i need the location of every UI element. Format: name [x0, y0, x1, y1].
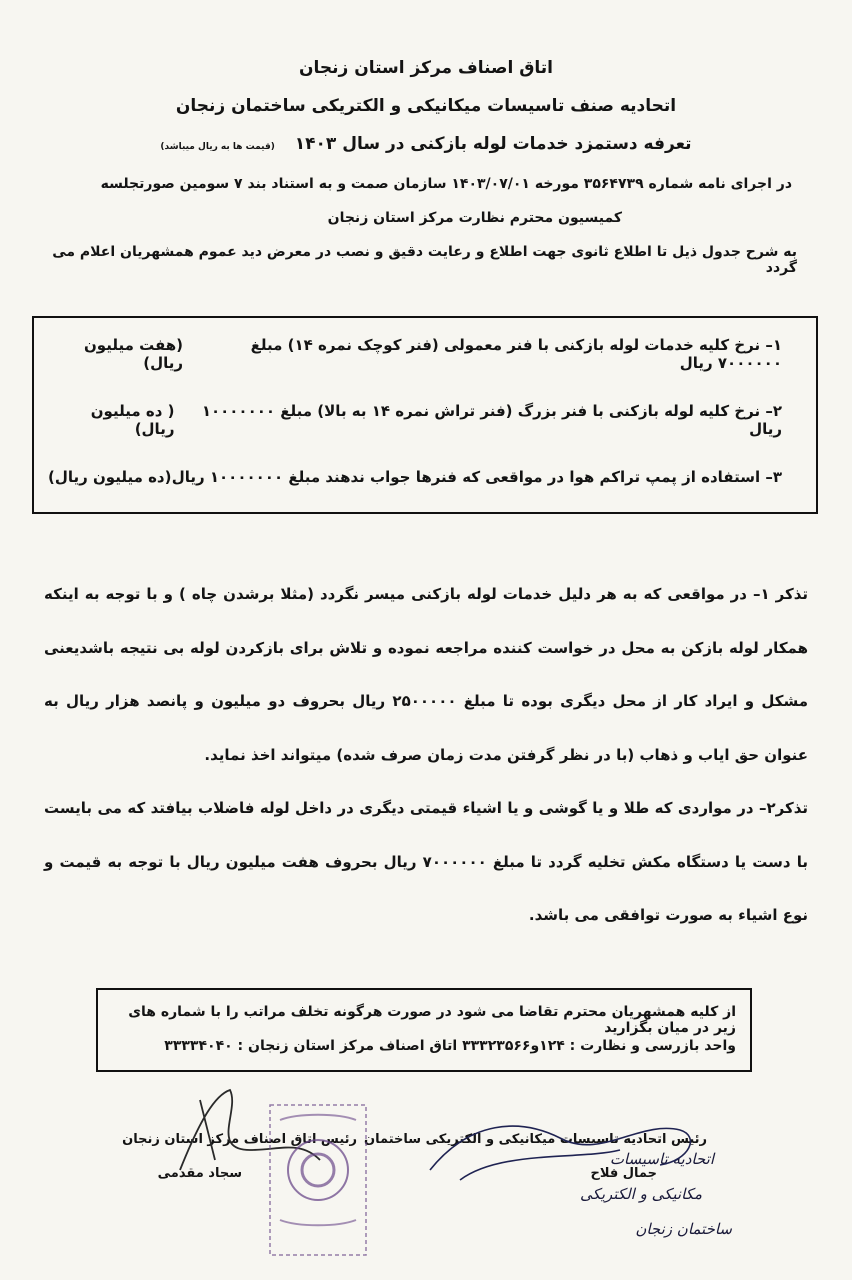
rate-item-amount-words: (هفت میلیون ریال): [84, 336, 184, 372]
contact-box: [96, 988, 752, 1072]
union-stamp-line-1: اتحادیه تاسیسات: [609, 1150, 714, 1168]
union-stamp-line-2: مکانیکی و الکتریکی: [580, 1185, 702, 1203]
intro-line-1: در اجرای نامه شماره ۳۵۶۴۷۳۹ مورخه ۱۴۰۳/۰۷/۰۱ سازمان صمت و به استناد بند ۷ سومین صورتجلسه: [100, 176, 792, 192]
intro-line-3: به شرح جدول ذیل تا اطلاع ثانوی جهت اطلاع و رعایت دقیق و نصب در معرض دید عموم همشهریان اعلام می گردد: [52, 244, 797, 276]
note-1: تذکر ۱– در مواقعی که به هر دلیل خدمات لوله بازکنی میسر نگردد (مثلا برشدن چاه ) و با توجه به اینکه همکار لوله بازکن به محل در خواست کننده مراجعه نموده و تلاش برای بازکردن لوله بی نتیجه باشدیعنی مشکل و ایراد کار از محل دیگری بوده تا مبلغ ۲۵۰۰۰۰۰ ریال بحروف دو میلیون و پانصد هزار ریال به عنوان حق ایاب و ذهاب (با در نظر گرفتن مدت زمان صرف شده) میتواند اخذ نماید.: [44, 585, 809, 764]
rate-item-text: ۱– نرخ کلیه خدمات لوله بازکنی با فنر معمولی (فنر کوچک نمره ۱۴) مبلغ ۷۰۰۰۰۰۰ ریال: [250, 336, 782, 372]
header-tariff-title: [0, 134, 852, 154]
tariff-currency-note: (قیمت ها به ریال میباشد): [160, 142, 275, 152]
contact-line-1: از کلیه همشهریان محترم تقاضا می شود در صورت هرگونه تخلف مراتب را با شماره های زیر در میان بگزارید: [128, 1004, 736, 1036]
union-stamp-line-3: ساختمان زنجان: [635, 1220, 732, 1238]
header-union-title: اتحادیه صنف تاسیسات میکانیکی و الکتریکی ساختمان زنجان: [175, 96, 677, 116]
header-chamber-title: اتاق اصناف مرکز استان زنجان: [298, 58, 554, 78]
note-2: تذکر۲– در مواردی که طلا و یا گوشی و یا اشیاء قیمتی دیگری در داخل لوله فاضلاب بیافتد که می بایست با دست یا دستگاه مکش تخلیه گردد تا مبلغ ۷۰۰۰۰۰۰ ریال بحروف هفت میلیون ریال با توجه به قیمت و نوع اشیاء به صورت توافقی می باشد.: [44, 799, 809, 924]
tariff-title-text: تعرفه دستمزد خدمات لوله بازکنی در سال ۱۴۰۳: [294, 134, 692, 154]
right-signatory-title: رئیس اتحادیه تاسیسات میکانیکی و الکتریکی ساختمان: [364, 1132, 707, 1147]
intro-line-2: کمیسیون محترم نظارت مرکز استان زنجان: [327, 210, 622, 226]
rate-item-3: [48, 468, 782, 486]
left-signatory-title: رئیس اتاق اصناف مرکز استان زنجان: [122, 1132, 357, 1147]
rate-item-text: ۳– استفاده از پمپ تراکم هوا در مواقعی که فنرها جواب ندهند مبلغ ۱۰۰۰۰۰۰۰ ریال: [171, 468, 782, 486]
rate-item-amount-words: (ده میلیون ریال): [48, 468, 172, 486]
rate-item-1: [48, 336, 782, 372]
rate-item-text: ۲– نرخ کلیه لوله بازکنی با فنر بزرگ (فنر تراش نمره ۱۴ به بالا) مبلغ ۱۰۰۰۰۰۰۰ ریال: [201, 402, 782, 438]
right-signatory-name: جمال فلاح: [590, 1166, 657, 1181]
rate-item-amount-words: ( ده میلیون ریال): [90, 402, 175, 438]
rate-item-2: [48, 402, 782, 438]
rates-box: [32, 316, 818, 514]
left-signatory-name: سجاد مقدمی: [157, 1166, 242, 1181]
contact-line-2: واحد بازرسی و نظارت : ۱۲۴و۳۳۳۲۳۵۶۶ اتاق اصناف مرکز استان زنجان : ۳۳۳۳۴۰۴۰: [164, 1038, 736, 1054]
notes-section: [44, 568, 808, 943]
